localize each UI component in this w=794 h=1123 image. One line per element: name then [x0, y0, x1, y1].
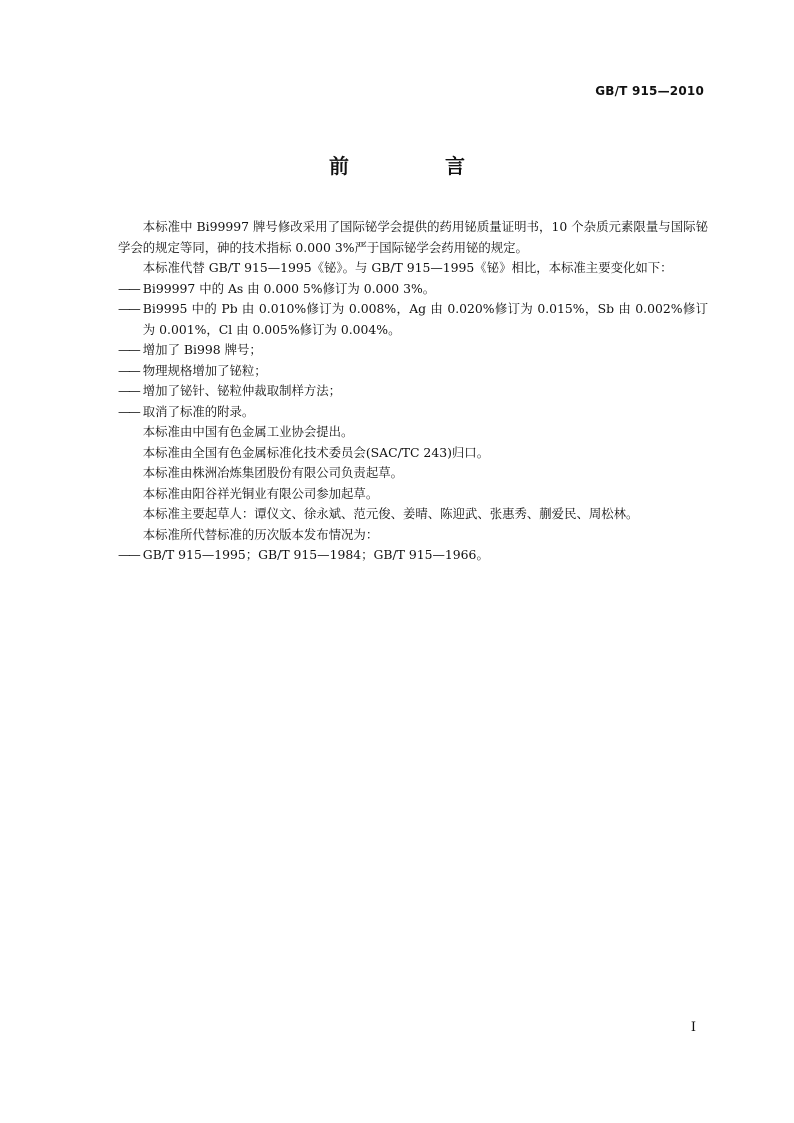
list-item	[118, 545, 708, 566]
list-item-text: Bi99997 中的 As 由 0.000 5%修订为 0.000 3%。	[142, 280, 436, 296]
list-item	[118, 279, 708, 300]
dash-marker: ——	[118, 383, 139, 398]
dash-marker: ——	[118, 342, 139, 357]
list-item-text: 物理规格增加了铋粒；	[142, 362, 267, 378]
list-item-text: GB/T 915—1995；GB/T 915—1984；GB/T 915—1966。	[142, 547, 489, 562]
dash-marker: ——	[118, 403, 139, 419]
standard-id: GB/T 915—2010	[595, 84, 704, 98]
paragraph: 本标准由阳谷祥光铜业有限公司参加起草。	[142, 485, 379, 501]
dash-marker: ——	[118, 280, 139, 296]
list-item	[118, 402, 708, 423]
paragraph: 本标准主要起草人：谭仪文、徐永斌、范元俊、姜晴、陈迎武、张惠秀、蒯爱民、周松林。	[142, 506, 639, 521]
list-item-text: 增加了铋针、铋粒仲裁取制样方法；	[142, 383, 342, 398]
paragraph: 本标准代替 GB/T 915—1995《铋》。与 GB/T 915—1995《铋》相比，本标准主要变化如下：	[142, 260, 673, 275]
dash-marker: ——	[118, 362, 139, 378]
list-item	[118, 361, 708, 382]
page-title: 前 言	[329, 154, 503, 178]
paragraph: 本标准由全国有色金属标准化技术委员会(SAC/TC 243)归口。	[142, 444, 490, 460]
dash-marker: ——	[118, 547, 139, 562]
list-item	[118, 340, 708, 361]
list-item-text: 取消了标准的附录。	[142, 403, 255, 419]
paragraph: 本标准由中国有色金属工业协会提出。	[142, 424, 354, 439]
paragraph: 本标准中 Bi99997 牌号修改采用了国际铋学会提供的药用铋质量证明书，10 个杂质元素限量与国际铋学会的规定等同，砷的技术指标 0.000 3%严于国际铋学会药用铋的规定。	[118, 219, 708, 255]
paragraph: 本标准所代替标准的历次版本发布情况为：	[142, 526, 379, 542]
dash-marker: ——	[118, 301, 139, 316]
list-item-text: 增加了 Bi998 牌号；	[142, 342, 262, 357]
list-item	[118, 299, 708, 340]
list-item-text: Bi9995 中的 Pb 由 0.010%修订为 0.008%，Ag 由 0.020%修订为 0.015%，Sb 由 0.002%修订为 0.001%，Cl 由 0.005%修订为 0.004%。	[142, 301, 708, 337]
preface-body	[118, 217, 708, 566]
page-number: I	[690, 1020, 696, 1035]
paragraph: 本标准由株洲冶炼集团股份有限公司负责起草。	[142, 465, 403, 480]
list-item	[118, 381, 708, 402]
